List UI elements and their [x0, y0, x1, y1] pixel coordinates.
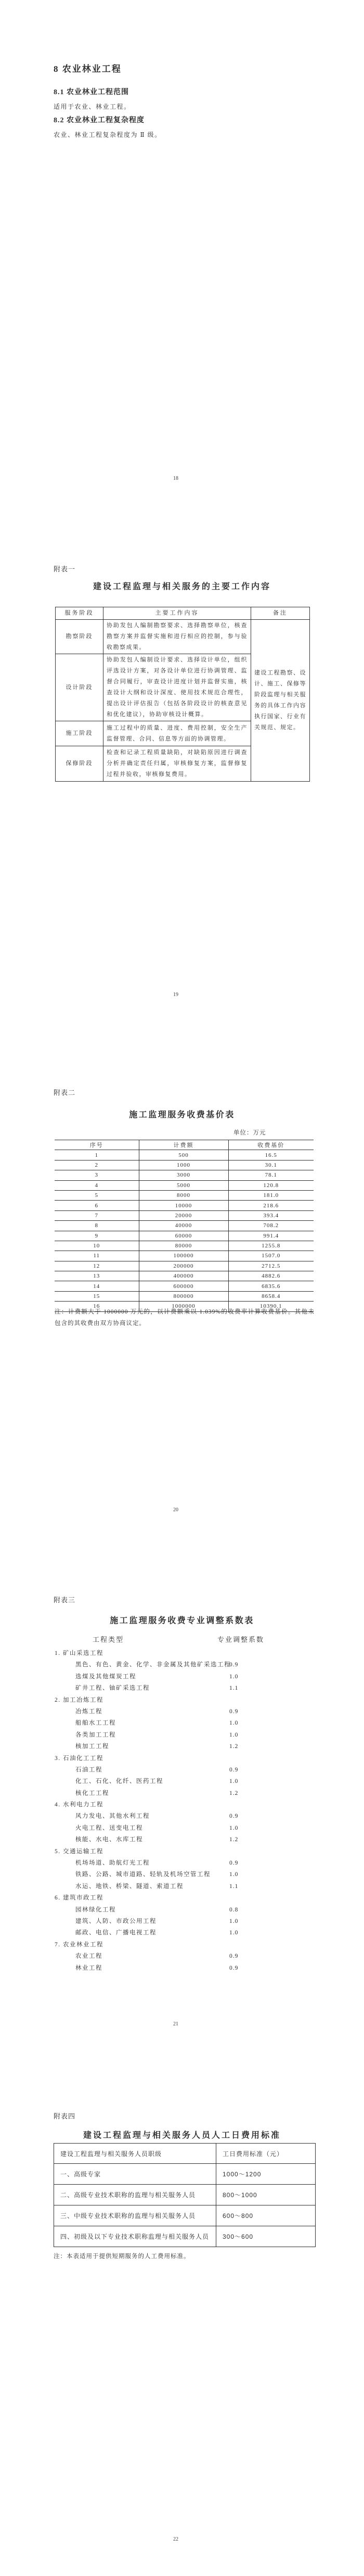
appendix2-title: 施工监理服务收费基价表	[129, 1111, 235, 1119]
base-price-row	[55, 1231, 314, 1241]
cell: 600000	[139, 1281, 228, 1291]
coefficient-value: 0.9	[229, 1708, 239, 1715]
base-price-row	[55, 1210, 314, 1220]
content-cell: 协助发包人编制勘察要求、选择勘察单位，核查勘察方案并监督实施和进行相应的控制，参与验收勘察成果。	[103, 620, 251, 654]
item-label: 核加工工程	[75, 1743, 109, 1750]
cell: 400000	[139, 1271, 228, 1281]
coefficient-value: 1.0	[229, 1720, 239, 1727]
coefficient-value: 1.1	[229, 1883, 239, 1890]
coefficient-value: 0.9	[229, 1953, 239, 1960]
cell: 393.4	[228, 1210, 314, 1220]
project-item-row	[54, 1869, 319, 1880]
page-number: 22	[173, 2536, 178, 2542]
table-header-row	[55, 1140, 314, 1150]
cell: 8	[55, 1221, 139, 1231]
item-label: 铁路、公路、城市道路、轻轨及机场空管工程	[75, 1871, 211, 1878]
appendix4-label: 附表四	[54, 2112, 76, 2120]
item-label: 建筑、人防、市政公用工程	[75, 1918, 157, 1924]
project-item-row	[54, 1904, 319, 1916]
base-price-table	[55, 1140, 314, 1312]
base-price-row	[55, 1241, 314, 1251]
item-label: 石油工程	[75, 1766, 102, 1773]
category-label: 4. 水利电力工程	[55, 1802, 103, 1808]
cell: 100000	[139, 1251, 228, 1261]
item-label: 火电工程、送变电工程	[75, 1825, 143, 1831]
base-price-row	[55, 1150, 314, 1160]
col-header: 备注	[251, 607, 310, 620]
item-label: 冶炼工程	[75, 1708, 102, 1715]
cell: 5000	[139, 1180, 228, 1190]
item-label: 矿井工程、铀矿采选工程	[75, 1685, 150, 1692]
project-item-row	[54, 1741, 319, 1752]
cell: 7	[55, 1210, 139, 1220]
table-header-row	[56, 607, 310, 620]
col-header: 主要工作内容	[103, 607, 251, 620]
cell: 1000	[139, 1160, 228, 1170]
item-label: 林业工程	[75, 1965, 102, 1971]
base-price-row	[55, 1221, 314, 1231]
coefficient-value: 1.2	[229, 1837, 239, 1843]
project-category-row	[54, 1892, 319, 1904]
stage-cell: 保修阶段	[56, 746, 103, 782]
cell: 10	[55, 1241, 139, 1251]
project-item-row	[54, 1810, 319, 1822]
cell: 1507.0	[228, 1251, 314, 1261]
appendix1-title: 建设工程监理与相关服务的主要工作内容	[93, 582, 271, 591]
item-label: 选煤及其他煤炭工程	[75, 1673, 136, 1680]
base-price-row	[55, 1190, 314, 1200]
appendix3-label: 附表三	[54, 1596, 76, 1604]
rank-cell: 二、高级专业技术职称的监理与相关服务人员	[54, 2185, 216, 2205]
item-label: 水运、地铁、桥梁、隧道、索道工程	[75, 1883, 184, 1890]
cell: 40000	[139, 1221, 228, 1231]
rank-cell: 一、高级专家	[54, 2164, 216, 2185]
item-label: 风力发电、其他水利工程	[75, 1813, 150, 1820]
category-label: 5. 交通运输工程	[55, 1848, 103, 1855]
coefficient-value: 1.0	[229, 1825, 239, 1831]
coefficient-value: 1.0	[229, 1673, 239, 1680]
fee-cell: 800～1000	[216, 2185, 316, 2205]
cell: 10390.1	[228, 1302, 314, 1311]
table-row	[54, 2185, 316, 2205]
category-label: 7. 农业林业工程	[55, 1941, 103, 1948]
cell: 2712.5	[228, 1261, 314, 1271]
cell: 8658.4	[228, 1291, 314, 1301]
cell: 15	[55, 1291, 139, 1301]
table-note: 注：计费额大于 1000000 万元的，以计费额乘以 1.039%的收费率计算收费基价。其他未包含的其收费由双方协商议定。	[55, 1309, 315, 1327]
project-item-row	[54, 1962, 319, 1974]
cell: 14	[55, 1281, 139, 1291]
project-item-row	[54, 1659, 319, 1670]
table-header-row	[54, 2144, 316, 2164]
adjustment-coefficient-list	[54, 1648, 319, 1974]
project-item-row	[54, 1717, 319, 1729]
appendix3-title: 施工监理服务收费专业调整系数表	[110, 1616, 254, 1625]
unit-note: 单位：万元	[233, 1130, 266, 1136]
coefficient-value: 0.9	[229, 1766, 239, 1773]
section-8-2-body: 农业、林业工程复杂程度为 Ⅱ 级。	[54, 131, 162, 138]
stage-cell: 施工阶段	[56, 721, 103, 746]
project-item-row	[54, 1788, 319, 1799]
cell: 2	[55, 1160, 139, 1170]
cell: 3000	[139, 1170, 228, 1180]
coefficient-value: 0.9	[229, 1965, 239, 1971]
cell: 16.5	[228, 1150, 314, 1160]
cell: 708.2	[228, 1221, 314, 1231]
stage-cell: 勘察阶段	[56, 620, 103, 654]
base-price-row	[55, 1261, 314, 1271]
project-category-row	[54, 1694, 319, 1706]
project-item-row	[54, 1881, 319, 1892]
cell: 9	[55, 1231, 139, 1241]
cell: 20000	[139, 1210, 228, 1220]
cell: 80000	[139, 1241, 228, 1251]
coefficient-value: 1.0	[229, 1918, 239, 1924]
cell: 16	[55, 1302, 139, 1311]
rank-cell: 四、初级及以下专业技术职称监理与相关服务人员	[54, 2226, 216, 2247]
col-header-adjust-coef: 专业调整系数	[217, 1636, 265, 1643]
rank-cell: 三、中级专业技术职称的监理与相关服务人员	[54, 2205, 216, 2226]
item-label: 邮政、电信、广播电视工程	[75, 1930, 157, 1936]
base-price-row	[55, 1170, 314, 1180]
content-cell: 协助发包人编制设计要求、选择设计单位，组织评选设计方案，对各设计单位进行协调管理、监督合同履行，审查设计进度计划并监督实施，核查设计大纲和设计深度、使用技术规范合理性，提出设计评估报告（包括各阶段设计的核查意见和优化建议），协助审核设计概算。	[103, 654, 251, 721]
coefficient-value: 1.0	[229, 1930, 239, 1936]
project-item-row	[54, 1834, 319, 1845]
content-cell: 施工过程中的质量、进度、费用控制，安全生产监督管理、合同、信息等方面的协调管理。	[103, 721, 251, 746]
project-item-row	[54, 1776, 319, 1787]
project-item-row	[54, 1729, 319, 1741]
cell: 1	[55, 1150, 139, 1160]
appendix2-label: 附表二	[54, 1089, 76, 1096]
coefficient-value: 1.1	[229, 1685, 239, 1692]
base-price-row	[55, 1160, 314, 1170]
category-label: 6. 建筑市政工程	[55, 1895, 103, 1902]
col-header: 工日费用标准（元）	[216, 2144, 316, 2164]
project-category-row	[54, 1648, 319, 1659]
cell: 6835.6	[228, 1281, 314, 1291]
project-item-row	[54, 1916, 319, 1927]
chapter-heading: 8 农业林业工程	[54, 64, 122, 74]
item-label: 机场场道、助航灯光工程	[75, 1860, 150, 1867]
cell: 1255.8	[228, 1241, 314, 1251]
fee-cell: 1000～1200	[216, 2164, 316, 2185]
cell: 78.1	[228, 1170, 314, 1180]
cell: 181.0	[228, 1190, 314, 1200]
coefficient-value: 0.9	[229, 1662, 239, 1668]
section-8-1-title: 8.1 农业林业工程范围	[54, 88, 129, 96]
cell: 10000	[139, 1201, 228, 1210]
coefficient-value: 1.2	[229, 1743, 239, 1750]
coefficient-value: 1.0	[229, 1778, 239, 1785]
project-item-row	[54, 1950, 319, 1962]
cell: 4882.6	[228, 1271, 314, 1281]
coefficient-value: 1.0	[229, 1731, 239, 1738]
col-header-project-type: 工程类型	[93, 1636, 124, 1643]
cell: 4	[55, 1180, 139, 1190]
cell: 5	[55, 1190, 139, 1200]
cell: 500	[139, 1150, 228, 1160]
project-item-row	[54, 1822, 319, 1834]
page-number: 19	[173, 992, 178, 998]
coefficient-value: 1.2	[229, 1790, 239, 1796]
cell: 218.6	[228, 1201, 314, 1210]
coefficient-value: 0.9	[229, 1860, 239, 1867]
cell: 200000	[139, 1261, 228, 1271]
category-label: 1. 矿山采选工程	[55, 1650, 103, 1656]
item-label: 黑色、有色、黄金、化学、非金属及其他矿采选工程	[75, 1662, 231, 1668]
project-category-row	[54, 1799, 319, 1810]
page-number: 18	[173, 476, 178, 481]
page-number: 20	[173, 1507, 178, 1513]
labor-fee-table	[54, 2143, 316, 2247]
project-item-row	[54, 1927, 319, 1939]
project-item-row	[54, 1857, 319, 1869]
col-header: 建设工程监理与相关服务人员职级	[54, 2144, 216, 2164]
fee-cell: 300～600	[216, 2226, 316, 2247]
category-label: 3. 石油化工工程	[55, 1755, 103, 1762]
item-label: 核化工工程	[75, 1790, 109, 1796]
remark-cell: 建设工程勘察、设计、施工、保修等阶段监理与相关服务的具体工作内容执行国家、行业有关规范、规定。	[251, 620, 310, 782]
cell: 6	[55, 1201, 139, 1210]
item-label: 各类加工工程	[75, 1731, 116, 1738]
cell: 1000000	[139, 1302, 228, 1311]
appendix4-title: 建设工程监理与相关服务人员人工日费用标准	[83, 2131, 281, 2140]
project-item-row	[54, 1764, 319, 1776]
project-item-row	[54, 1706, 319, 1717]
project-item-row	[54, 1671, 319, 1682]
cell: 60000	[139, 1231, 228, 1241]
cell: 3	[55, 1170, 139, 1180]
section-8-2-title: 8.2 农业林业工程复杂程度	[54, 117, 145, 124]
cell: 991.4	[228, 1231, 314, 1241]
base-price-row	[55, 1201, 314, 1210]
cell: 30.1	[228, 1160, 314, 1170]
cell: 13	[55, 1271, 139, 1281]
category-label: 2. 加工冶炼工程	[55, 1697, 103, 1703]
fee-cell: 600～800	[216, 2205, 316, 2226]
project-item-row	[54, 1682, 319, 1694]
project-category-row	[54, 1939, 319, 1950]
table-note: 注：本表适用于提供短期服务的人工费用标准。	[54, 2253, 190, 2260]
col-header: 收费基价	[228, 1140, 314, 1150]
base-price-row	[55, 1180, 314, 1190]
base-price-row	[55, 1251, 314, 1261]
col-header: 计费额	[139, 1140, 228, 1150]
table-row	[54, 2164, 316, 2185]
stage-cell: 设计阶段	[56, 654, 103, 721]
item-label: 园林绿化工程	[75, 1906, 116, 1913]
appendix1-table	[55, 607, 310, 782]
coefficient-value: 0.9	[229, 1813, 239, 1820]
coefficient-value: 1.0	[229, 1871, 239, 1878]
section-8-1-body: 适用于农业、林业工程。	[54, 103, 131, 110]
content-cell: 检查和记录工程质量缺陷，对缺陷原因进行调查分析并确定责任归属，审核修复方案，监督修复过程并验收，审核修复费用。	[103, 746, 251, 782]
base-price-row	[55, 1291, 314, 1301]
table-row	[54, 2226, 316, 2247]
col-header: 服务阶段	[56, 607, 103, 620]
item-label: 核能、水电、水库工程	[75, 1837, 143, 1843]
item-label: 化工、石化、化纤、医药工程	[75, 1778, 163, 1785]
base-price-row	[55, 1271, 314, 1281]
page-number: 21	[173, 2021, 178, 2027]
cell: 800000	[139, 1291, 228, 1301]
table-row	[54, 2205, 316, 2226]
item-label: 农业工程	[75, 1953, 102, 1960]
project-category-row	[54, 1753, 319, 1764]
appendix1-label: 附表一	[54, 565, 76, 573]
table-row	[56, 620, 310, 654]
cell: 11	[55, 1251, 139, 1261]
base-price-row	[55, 1281, 314, 1291]
cell: 120.8	[228, 1180, 314, 1190]
col-header: 序号	[55, 1140, 139, 1150]
item-label: 船舶水工工程	[75, 1720, 116, 1727]
cell: 8000	[139, 1190, 228, 1200]
cell: 12	[55, 1261, 139, 1271]
project-category-row	[54, 1846, 319, 1857]
coefficient-value: 0.8	[229, 1906, 239, 1913]
